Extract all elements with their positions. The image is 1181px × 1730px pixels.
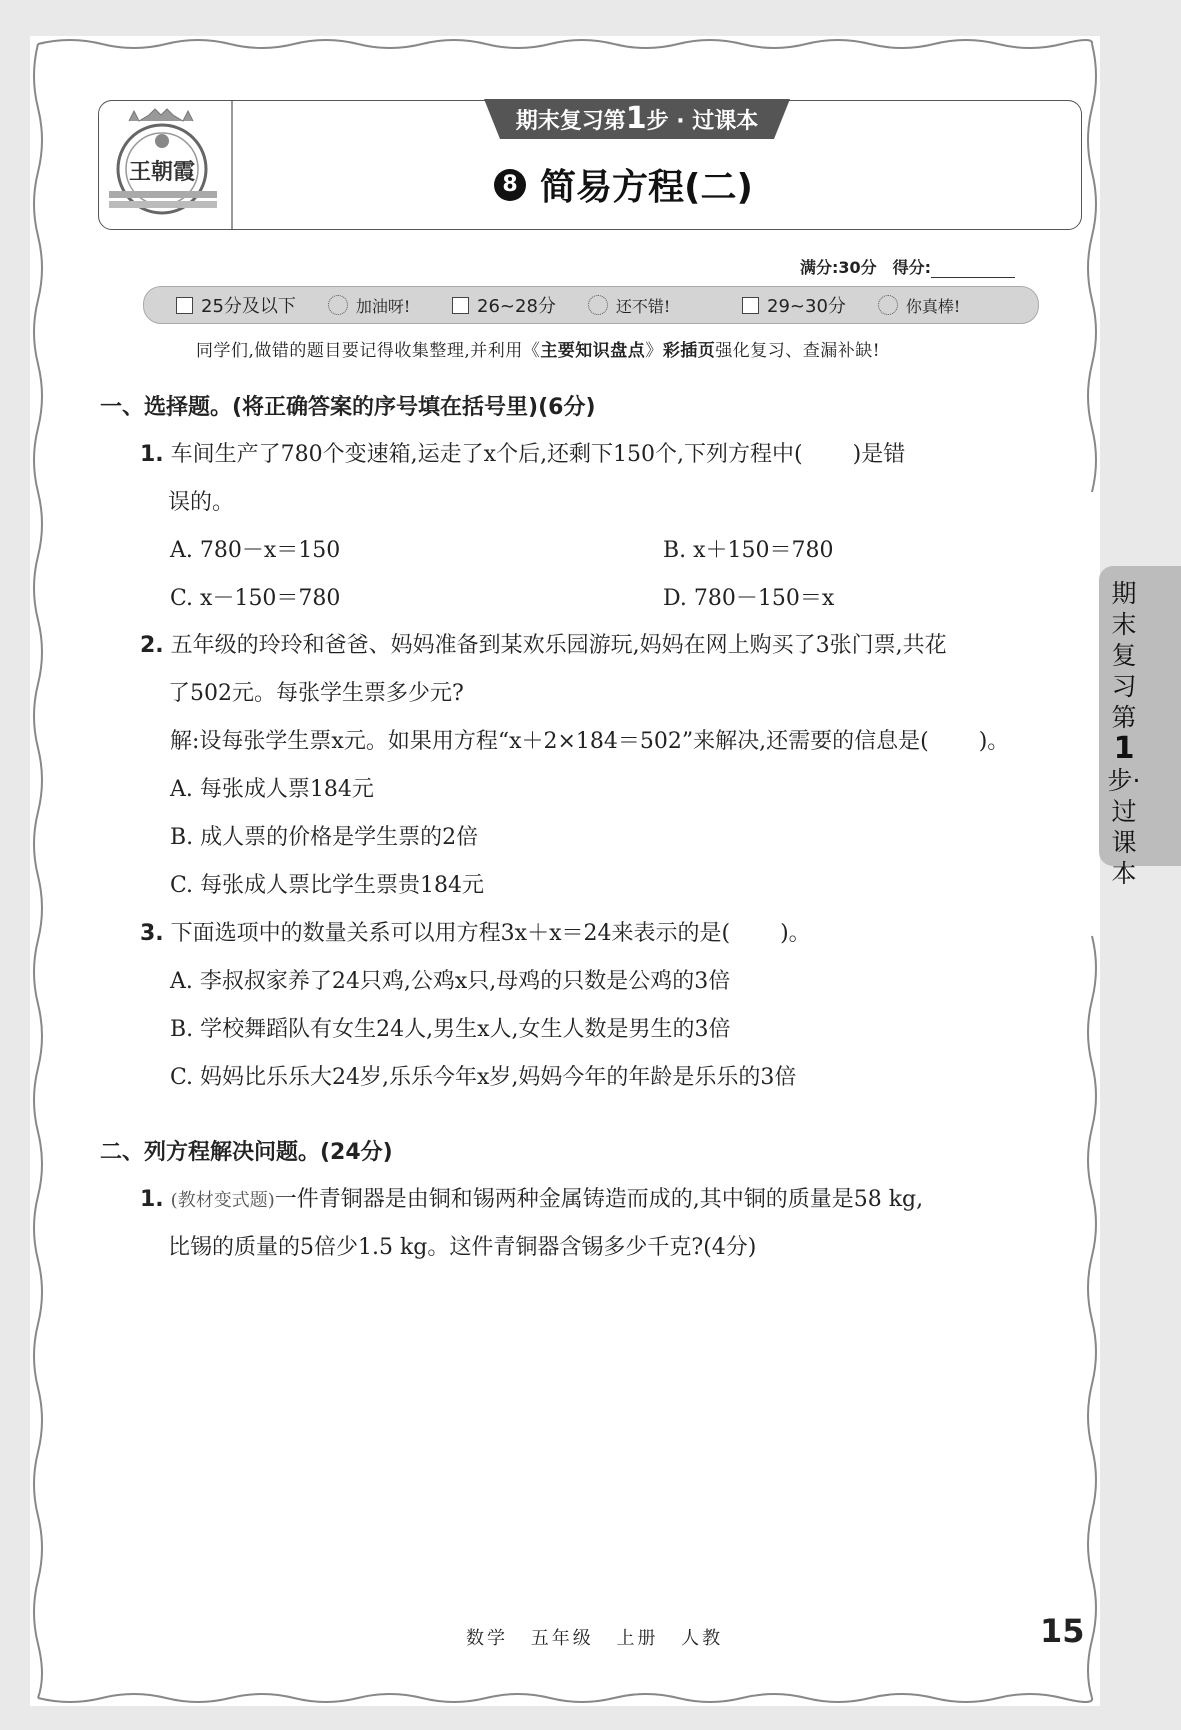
step-badge [484, 99, 790, 139]
option-c: C. x－150＝780 [170, 586, 341, 611]
question-line: 了502元。每张学生票多少元? [168, 681, 464, 706]
step-pre: 期末复习第 [515, 109, 626, 134]
question-number: 1. [140, 442, 164, 467]
option-b: B. 学校舞蹈队有女生24人,男生x人,女生人数是男生的3倍 [170, 1017, 731, 1042]
step-label [484, 99, 790, 139]
question-number: 3. [140, 921, 164, 946]
score-label: 满分:30分 得分: [800, 258, 932, 277]
score-line [800, 255, 1015, 278]
checkbox-icon[interactable] [742, 297, 759, 314]
question-text: )是错 [852, 442, 906, 467]
rating-bar [143, 286, 1039, 324]
checkbox-icon[interactable] [452, 297, 469, 314]
smiley-icon [878, 295, 898, 315]
brand-logo [105, 107, 223, 219]
logo-text: 王朝霞 [128, 159, 196, 185]
rating-item[interactable] [742, 292, 960, 318]
option-a: A. 李叔叔家养了24只鸡,公鸡x只,母鸡的只数是公鸡的3倍 [170, 969, 731, 994]
question-text: )。 [780, 921, 811, 946]
step-number: 1 [625, 101, 647, 136]
question-line [140, 437, 905, 468]
rating-item[interactable] [176, 292, 446, 318]
header-divider [231, 101, 233, 229]
page-number: 15 [1040, 1612, 1085, 1650]
rating-cheer: 还不错! [615, 296, 671, 316]
option-c: C. 妈妈比乐乐大24岁,乐乐今年x岁,妈妈今年的年龄是乐乐的3倍 [170, 1065, 797, 1090]
rating-range: 26~28分 [477, 296, 556, 317]
note-text: 强化复习、查漏补缺! [715, 341, 881, 361]
side-tab-text: 步·过课本 [1107, 766, 1141, 888]
question-text: 下面选项中的数量关系可以用方程3x＋x＝24来表示的是( [170, 921, 731, 946]
score-blank[interactable] [931, 261, 1015, 278]
seal-icon [105, 107, 223, 219]
note-text: 》 [645, 341, 663, 361]
rating-cheer: 加油呀! [355, 296, 411, 316]
option-b: B. 成人票的价格是学生票的2倍 [170, 825, 479, 850]
rating-range: 25分及以下 [201, 296, 296, 317]
step-post: 步 · 过课本 [646, 109, 759, 134]
note-text: 同学们,做错的题目要记得收集整理,并利用《 [196, 341, 541, 361]
study-note [196, 336, 880, 361]
question-line [170, 724, 1009, 755]
option-a: A. 每张成人票184元 [170, 777, 374, 802]
side-tab-text: 期末复习第 [1111, 579, 1137, 732]
question-text: 一件青铜器是由铜和锡两种金属铸造而成的,其中铜的质量是58 kg, [274, 1187, 924, 1212]
option-b: B. x＋150＝780 [663, 538, 834, 563]
lesson-title-text: 简易方程(二) [540, 167, 753, 208]
question-number: 1. [140, 1187, 164, 1212]
question-line [140, 1182, 923, 1213]
question-text: 五年级的玲玲和爸爸、妈妈准备到某欢乐园游玩,妈妈在网上购买了3张门票,共花 [170, 633, 947, 658]
question-text: 解:设每张学生票x元。如果用方程“x＋2×184＝502”来解决,还需要的信息是( [170, 729, 929, 754]
question-line: 比锡的质量的5倍少1.5 kg。这件青铜器含锡多少千克?(4分) [168, 1235, 757, 1260]
question-tag: (教材变式题) [170, 1190, 275, 1211]
rating-range: 29~30分 [767, 296, 846, 317]
smiley-icon [588, 295, 608, 315]
question-text: )。 [978, 729, 1010, 754]
lesson-header [98, 100, 1082, 230]
lesson-title [494, 159, 753, 210]
rating-item[interactable] [452, 292, 736, 318]
checkbox-icon[interactable] [176, 297, 193, 314]
question-line [140, 628, 947, 659]
note-bold: 彩插页 [662, 341, 716, 361]
question-line [140, 916, 811, 947]
option-a: A. 780－x＝150 [170, 538, 341, 563]
smiley-icon [328, 295, 348, 315]
question-number: 2. [140, 633, 164, 658]
side-tab-label [1107, 578, 1141, 889]
option-c: C. 每张成人票比学生票贵184元 [170, 873, 485, 898]
question-text: 车间生产了780个变速箱,运走了x个后,还剩下150个,下列方程中( [170, 442, 803, 467]
section-title: 二、列方程解决问题。(24分) [100, 1140, 393, 1165]
side-tab-number: 1 [1113, 731, 1135, 766]
question-line: 误的。 [168, 490, 235, 515]
note-bold: 主要知识盘点 [540, 341, 646, 361]
lesson-number-badge: 8 [494, 169, 526, 201]
rating-cheer: 你真棒! [905, 296, 961, 316]
option-d: D. 780－150＝x [663, 586, 835, 611]
footer-text: 数学 五年级 上册 人教 [466, 1628, 724, 1649]
section-title: 一、选择题。(将正确答案的序号填在括号里)(6分) [100, 395, 596, 420]
